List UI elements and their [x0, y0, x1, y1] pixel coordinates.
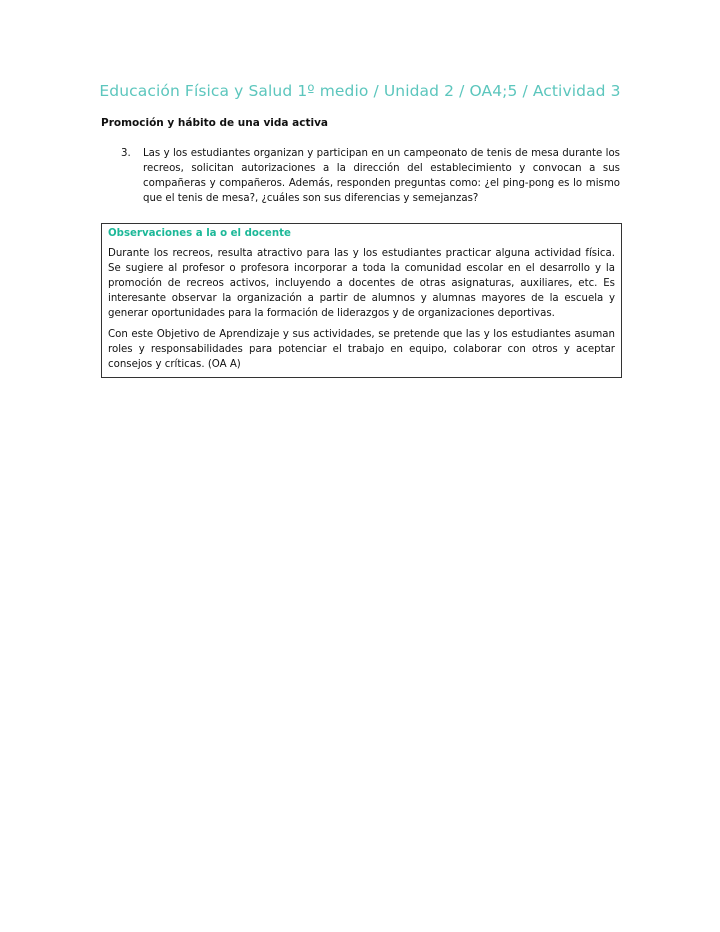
- observations-heading: Observaciones a la o el docente: [108, 228, 291, 239]
- observations-box: [101, 223, 622, 378]
- activity-item: [101, 146, 620, 206]
- section-heading: Promoción y hábito de una vida activa: [101, 117, 329, 129]
- page-title: Educación Física y Salud 1º medio / Unidad 2 / OA4;5 / Actividad 3: [99, 82, 621, 100]
- activity-number: 3.: [121, 148, 131, 159]
- activity-text: Las y los estudiantes organizan y participan en un campeonato de tenis de mesa durante los recreos, solicitan autorizaciones a la dirección del establecimiento y convocan a sus compañeras y compañeros. Además, responden preguntas como: ¿el ping-pong es lo mismo que el tenis de mesa?, ¿cuáles son sus diferencias y semejanzas?: [143, 148, 620, 204]
- observations-paragraph: Durante los recreos, resulta atractivo para las y los estudiantes practicar alguna actividad física. Se sugiere al profesor o profesora incorporar a toda la comunidad escolar en el desarrollo y la promoción de recreos activos, incluyendo a docentes de otras asignaturas, auxiliares, etc. Es interesante observar la organización a partir de alumnos y alumnas mayores de la escuela y generar oportunidades para la formación de liderazgos y de organizaciones deportivas.: [108, 248, 615, 319]
- observations-paragraph: Con este Objetivo de Aprendizaje y sus actividades, se pretende que las y los estudiantes asuman roles y responsabilidades para potenciar el trabajo en equipo, colaborar con otros y aceptar consejos y críticas. (OA A): [108, 329, 615, 370]
